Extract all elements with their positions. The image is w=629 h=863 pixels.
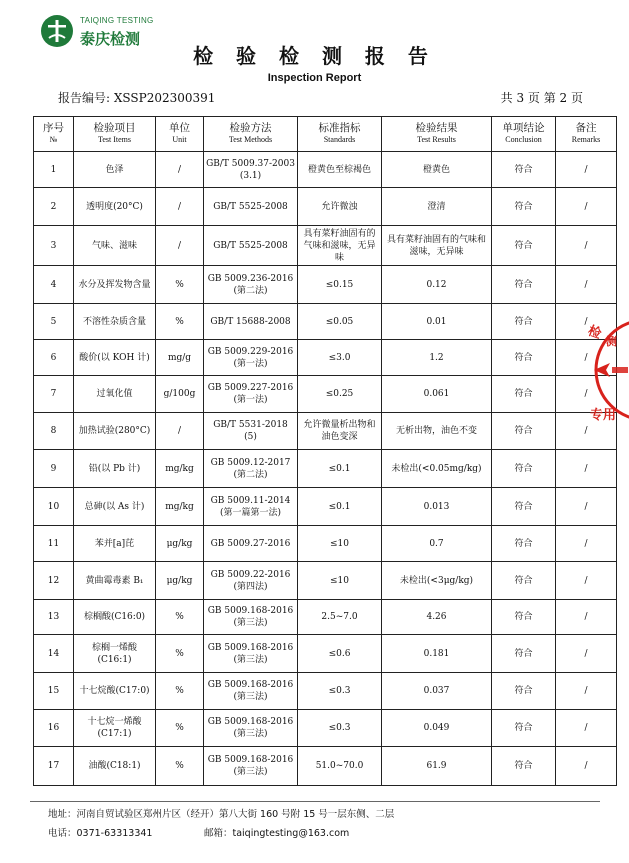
conclusion-cell: 符合 [492, 673, 556, 710]
table-row [34, 747, 617, 786]
table-row [34, 450, 617, 488]
standard-value-cell: ≤0.05 [298, 304, 382, 340]
conclusion-cell: 符合 [492, 226, 556, 266]
test-item-cell: 加热试验(280°C) [74, 413, 156, 450]
test-method-cell: GB 5009.168-2016 (第三法) [204, 635, 298, 673]
svg-text:专用: 专用 [590, 408, 617, 423]
test-method-cell: GB/T 5009.37-2003 (3.1) [204, 152, 298, 188]
unit-cell: % [156, 266, 204, 304]
table-row [34, 340, 617, 376]
header-label-cn: 单位 [169, 122, 190, 134]
table-row [34, 188, 617, 226]
header-label-en: Standards [323, 135, 356, 144]
svg-text:检: 检 [585, 323, 604, 343]
row-number-cell: 4 [34, 266, 74, 304]
header-label-en: Conclusion [505, 135, 542, 144]
test-item-cell: 油酸(C18:1) [74, 747, 156, 786]
remarks-cell: / [556, 376, 617, 413]
standard-value-cell: 具有菜籽油固有的气味和滋味，无异味 [298, 226, 382, 266]
conclusion-cell: 符合 [492, 413, 556, 450]
test-result-cell: 橙黄色 [382, 152, 492, 188]
row-number-cell: 10 [34, 488, 74, 526]
unit-cell: / [156, 188, 204, 226]
standard-value-cell: 51.0~70.0 [298, 747, 382, 786]
test-item-cell: 水分及挥发物含量 [74, 266, 156, 304]
standard-value-cell: ≤3.0 [298, 340, 382, 376]
conclusion-cell: 符合 [492, 188, 556, 226]
header-label-cn: 序号 [43, 122, 64, 134]
logo-chinese-name: 泰庆检测 [80, 30, 141, 48]
test-item-cell: 黄曲霉毒素 B₁ [74, 562, 156, 600]
header-label-cn: 备注 [575, 122, 597, 134]
test-method-cell: GB 5009.11-2014 (第一篇第一法) [204, 488, 298, 526]
report-title-chinese: 检 验 检 测 报 告 [193, 44, 436, 68]
test-item-cell: 色泽 [74, 152, 156, 188]
page-indicator: 共 3 页 第 2 页 [500, 91, 583, 105]
conclusion-cell: 符合 [492, 488, 556, 526]
table-row [34, 673, 617, 710]
test-method-cell: GB 5009.168-2016 (第三法) [204, 747, 298, 786]
row-number-cell: 2 [34, 188, 74, 226]
test-item-cell: 棕榈一烯酸 (C16:1) [74, 635, 156, 673]
test-method-cell: GB/T 15688-2008 [204, 304, 298, 340]
test-method-cell: GB/T 5531-2018 (5) [204, 413, 298, 450]
remarks-cell: / [556, 635, 617, 673]
conclusion-cell: 符合 [492, 562, 556, 600]
header-label-cn: 检验项目 [93, 122, 136, 134]
table-body [34, 152, 617, 786]
test-item-cell: 不溶性杂质含量 [74, 304, 156, 340]
test-result-cell: 无析出物，油色不变 [382, 413, 492, 450]
unit-cell: mg/g [156, 340, 204, 376]
row-number-cell: 12 [34, 562, 74, 600]
standard-value-cell: ≤0.3 [298, 710, 382, 747]
footer-divider [30, 801, 600, 802]
test-result-cell: 4.26 [382, 600, 492, 635]
header-label-en: Remarks [571, 135, 601, 144]
remarks-cell: / [556, 673, 617, 710]
col-test-items-header [74, 117, 156, 152]
remarks-cell: / [556, 562, 617, 600]
remarks-cell: / [556, 747, 617, 786]
table-row [34, 710, 617, 747]
remarks-cell: / [556, 526, 617, 562]
test-result-cell: 61.9 [382, 747, 492, 786]
standard-value-cell: 允许微量析出物和油色变深 [298, 413, 382, 450]
row-number-cell: 5 [34, 304, 74, 340]
header-label-cn: 检验结果 [415, 122, 458, 134]
standard-value-cell: 2.5~7.0 [298, 600, 382, 635]
unit-cell: % [156, 635, 204, 673]
conclusion-cell: 符合 [492, 747, 556, 786]
test-result-cell: 未检出(<0.05mg/kg) [382, 450, 492, 488]
unit-cell: % [156, 747, 204, 786]
test-method-cell: GB 5009.168-2016 (第三法) [204, 600, 298, 635]
remarks-cell: / [556, 413, 617, 450]
test-item-cell: 酸价(以 KOH 计) [74, 340, 156, 376]
test-method-cell: GB/T 5525-2008 [204, 226, 298, 266]
row-number-cell: 15 [34, 673, 74, 710]
col-test-methods-header [204, 117, 298, 152]
row-number-cell: 1 [34, 152, 74, 188]
test-result-cell: 0.013 [382, 488, 492, 526]
standard-value-cell: 允许微浊 [298, 188, 382, 226]
table-row [34, 526, 617, 562]
report-number: 报告编号: XSSP202300391 [58, 91, 216, 105]
row-number-cell: 17 [34, 747, 74, 786]
test-method-cell: GB 5009.236-2016 (第二法) [204, 266, 298, 304]
col-test-results-header [382, 117, 492, 152]
footer-address: 地址：河南自贸试验区郑州片区（经开）第八大街 160 号附 15 号一层东侧、二层 [48, 809, 395, 820]
unit-cell: / [156, 226, 204, 266]
conclusion-cell: 符合 [492, 526, 556, 562]
header-label-cn: 标准指标 [318, 122, 361, 134]
inspection-seal-stamp [584, 315, 629, 425]
header-label-en: Unit [172, 135, 187, 144]
row-number-cell: 16 [34, 710, 74, 747]
test-item-cell: 透明度(20°C) [74, 188, 156, 226]
test-method-cell: GB 5009.22-2016 (第四法) [204, 562, 298, 600]
test-method-cell: GB/T 5525-2008 [204, 188, 298, 226]
unit-cell: mg/kg [156, 488, 204, 526]
report-title-english: Inspection Report [267, 72, 362, 84]
standard-value-cell: ≤10 [298, 562, 382, 600]
test-method-cell: GB 5009.27-2016 [204, 526, 298, 562]
test-result-cell: 0.061 [382, 376, 492, 413]
footer-phone: 电话：0371-63313341 [48, 828, 153, 839]
standard-value-cell: ≤0.15 [298, 266, 382, 304]
unit-cell: mg/kg [156, 450, 204, 488]
test-result-cell: 0.12 [382, 266, 492, 304]
table-row [34, 376, 617, 413]
remarks-cell: / [556, 710, 617, 747]
row-number-cell: 9 [34, 450, 74, 488]
logo-english-name: TAIQING TESTING [80, 16, 154, 25]
conclusion-cell: 符合 [492, 635, 556, 673]
unit-cell: % [156, 600, 204, 635]
test-item-cell: 过氧化值 [74, 376, 156, 413]
remarks-cell: / [556, 152, 617, 188]
table-row [34, 152, 617, 188]
footer-email: 邮箱：taiqingtesting@163.com [204, 828, 350, 839]
test-item-cell: 气味、滋味 [74, 226, 156, 266]
remarks-cell: / [556, 188, 617, 226]
test-item-cell: 苯并[a]芘 [74, 526, 156, 562]
standard-value-cell: ≤0.1 [298, 488, 382, 526]
unit-cell: μg/kg [156, 526, 204, 562]
conclusion-cell: 符合 [492, 152, 556, 188]
col-no-header [34, 117, 74, 152]
col-remarks-header [556, 117, 617, 152]
inspection-results-table [33, 116, 617, 786]
conclusion-cell: 符合 [492, 450, 556, 488]
conclusion-cell: 符合 [492, 266, 556, 304]
test-item-cell: 棕榈酸(C16:0) [74, 600, 156, 635]
standard-value-cell: ≤0.6 [298, 635, 382, 673]
test-item-cell: 总砷(以 As 计) [74, 488, 156, 526]
header-label-cn: 检验方法 [229, 122, 272, 134]
table-row [34, 413, 617, 450]
test-method-cell: GB 5009.229-2016 (第一法) [204, 340, 298, 376]
table-row [34, 635, 617, 673]
col-unit-header [156, 117, 204, 152]
table-row [34, 488, 617, 526]
header-label-en: № [49, 135, 58, 144]
unit-cell: g/100g [156, 376, 204, 413]
table-row [34, 562, 617, 600]
test-item-cell: 铅(以 Pb 计) [74, 450, 156, 488]
conclusion-cell: 符合 [492, 600, 556, 635]
test-result-cell: 0.181 [382, 635, 492, 673]
remarks-cell: / [556, 450, 617, 488]
row-number-cell: 6 [34, 340, 74, 376]
table-row [34, 266, 617, 304]
test-method-cell: GB 5009.168-2016 (第三法) [204, 673, 298, 710]
unit-cell: / [156, 152, 204, 188]
col-conclusion-header [492, 117, 556, 152]
test-method-cell: GB 5009.12-2017 (第二法) [204, 450, 298, 488]
remarks-cell: / [556, 304, 617, 340]
standard-value-cell: ≤0.25 [298, 376, 382, 413]
test-item-cell: 十七烷一烯酸 (C17:1) [74, 710, 156, 747]
table-row [34, 304, 617, 340]
unit-cell: % [156, 710, 204, 747]
header-label-en: Test Methods [228, 135, 273, 144]
row-number-cell: 8 [34, 413, 74, 450]
conclusion-cell: 符合 [492, 710, 556, 747]
standard-value-cell: 橙黄色至棕褐色 [298, 152, 382, 188]
test-result-cell: 澄清 [382, 188, 492, 226]
svg-text:测: 测 [606, 335, 617, 348]
standard-value-cell: ≤0.1 [298, 450, 382, 488]
remarks-cell: / [556, 600, 617, 635]
test-result-cell: 0.037 [382, 673, 492, 710]
conclusion-cell: 符合 [492, 376, 556, 413]
row-number-cell: 13 [34, 600, 74, 635]
row-number-cell: 11 [34, 526, 74, 562]
test-method-cell: GB 5009.227-2016 (第一法) [204, 376, 298, 413]
unit-cell: μg/kg [156, 562, 204, 600]
header-label-en: Test Results [417, 135, 456, 144]
standard-value-cell: ≤0.3 [298, 673, 382, 710]
unit-cell: % [156, 673, 204, 710]
conclusion-cell: 符合 [492, 340, 556, 376]
remarks-cell: / [556, 340, 617, 376]
remarks-cell: / [556, 488, 617, 526]
test-result-cell: 0.7 [382, 526, 492, 562]
conclusion-cell: 符合 [492, 304, 556, 340]
remarks-cell: / [556, 226, 617, 266]
row-number-cell: 14 [34, 635, 74, 673]
test-result-cell: 0.01 [382, 304, 492, 340]
table-row [34, 226, 617, 266]
col-standards-header [298, 117, 382, 152]
table-header-row [34, 117, 617, 152]
row-number-cell: 7 [34, 376, 74, 413]
remarks-cell: / [556, 266, 617, 304]
standard-value-cell: ≤10 [298, 526, 382, 562]
row-number-cell: 3 [34, 226, 74, 266]
test-result-cell: 1.2 [382, 340, 492, 376]
header-label-cn: 单项结论 [502, 122, 545, 134]
unit-cell: / [156, 413, 204, 450]
test-result-cell: 未检出(<3μg/kg) [382, 562, 492, 600]
table-row [34, 600, 617, 635]
unit-cell: % [156, 304, 204, 340]
test-result-cell: 0.049 [382, 710, 492, 747]
test-method-cell: GB 5009.168-2016 (第三法) [204, 710, 298, 747]
test-item-cell: 十七烷酸(C17:0) [74, 673, 156, 710]
header-label-en: Test Items [98, 135, 131, 144]
test-result-cell: 具有菜籽油固有的气味和滋味，无异味 [382, 226, 492, 266]
